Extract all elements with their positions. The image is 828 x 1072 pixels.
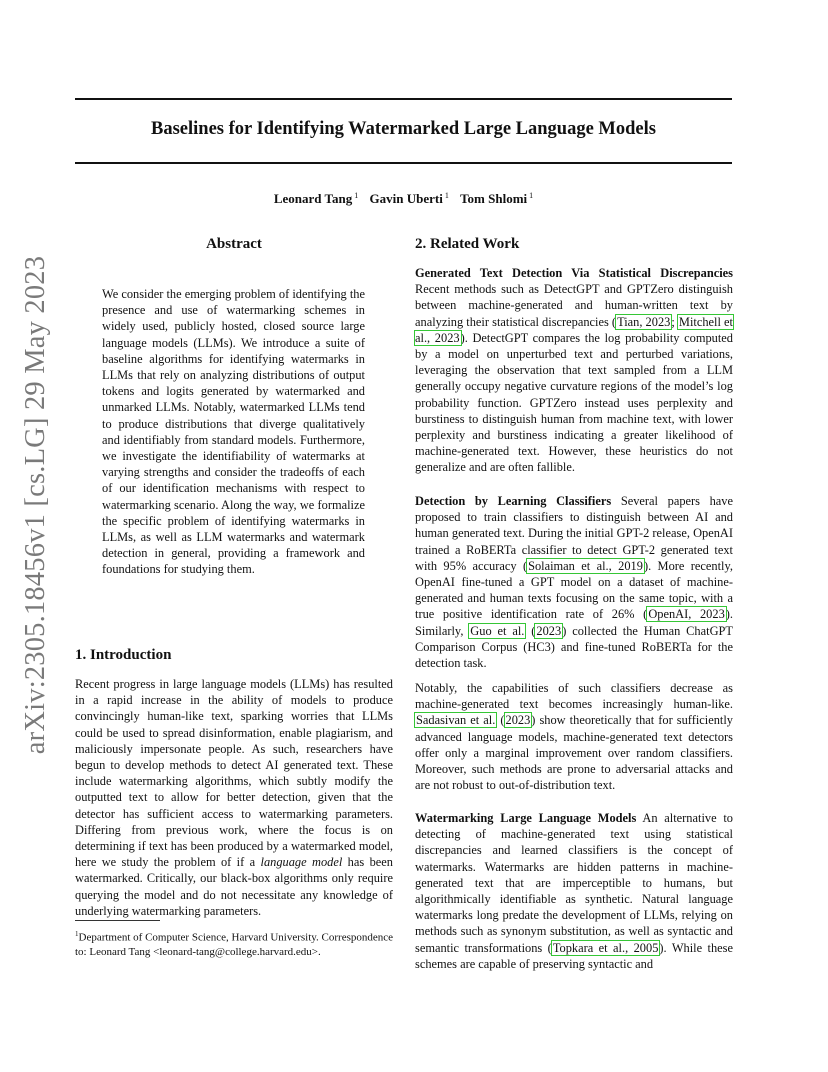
paragraph-heading: Watermarking Large Language Models xyxy=(415,811,637,825)
related-work-statistical-paragraph: Generated Text Detection Via Statistical Discrepancies Recent methods such as DetectGPT and GPTZero distinguish between machine-generated and human-written text by analyzing their statistical discrepancies (Tian, 2023; Mitchell et al., 2023). DetectGPT compares the log probability computed by a model on unperturbed text and perturbed variations, leveraging the observation that text sampled from a LLM generally occupy negative curvature regions of the model’s log probability function. GPTZero instead uses perplexity and burstiness to distinguish human from machine text, with lower perplexity and burstiness indicating a greater likelihood of machine-generated text. However, these heuristics do not generalize and are often fallible. xyxy=(415,266,733,475)
author: Gavin Uberti $^1$ xyxy=(369,191,449,207)
related-work-heading: 2. Related Work xyxy=(415,236,520,252)
citation-link[interactable]: Guo et al. xyxy=(470,623,525,638)
footnote-rule xyxy=(75,920,160,921)
arxiv-identifier-text: arXiv:2305.18456v1 [cs.LG] 29 May 2023 xyxy=(20,255,51,755)
author: Leonard Tang $^1$ xyxy=(273,191,359,207)
paragraph-heading: Generated Text Detection Via Statistical Discrepancies xyxy=(415,266,733,280)
related-work-limitations-paragraph: Notably, the capabilities of such classifiers decrease as machine-generated text becomes increasingly human-like. Sadasivan et al. (2023) show theoretically that for sufficiently advanced language models, machine-generated text detectors offer only a marginal improvement over random classifiers. Moreover, such methods are prone to adversarial attacks and are not robust to out-of-distribution text. xyxy=(415,681,733,793)
introduction-paragraph: Recent progress in large language models (LLMs) has resulted in a rapid increase in the ability of models to produce convincingly human-like text, sparking worries that LLMs could be used to spread disinformation, enable plagiarism, and maliciously impersonate people. As such, researchers have begun to develop methods to detect AI generated text. These include watermarking algorithms, which subtly modify the outputted text to allow for better detection, given that the detector has sufficient access to watermarking parameters. Differing from previous work, where the focus is on determining if text has been produced by a watermarked model, here we study the problem of if a language model has been watermarked. Critically, our black-box algorithms only require querying the model and do not necessitate any knowledge of underlying watermarking parameters. xyxy=(75,677,393,918)
title-rule-bottom xyxy=(75,162,732,164)
citation-link[interactable]: Tian, 2023 xyxy=(617,314,671,329)
citation-link[interactable]: Sadasivan et al. xyxy=(416,713,496,728)
citation-link[interactable]: Topkara et al., 2005 xyxy=(552,940,659,955)
related-work-classifiers-paragraph: Detection by Learning Classifiers Several papers have proposed to train classifiers to distinguish between AI and human generated text. During the initial GPT-2 release, OpenAI trained a RoBERTa classifier to detect GPT-2 generated text with 95% accuracy (Solaiman et al., 2019). More recently, OpenAI fine-tuned a GPT model on a dataset of machine-generated and human texts focusing on the same topic, with a true positive identification rate of 26% (OpenAI, 2023). Similarly, Guo et al. (2023) collected the Human ChatGPT Comparison Corpus (HC3) and fine-tuned RoBERTa for the detection task. xyxy=(415,494,734,671)
title-rule-top xyxy=(75,98,732,100)
author: Tom Shlomi $^1$ xyxy=(460,191,534,207)
citation-link[interactable]: Mitchell et al., 2023 xyxy=(415,314,733,345)
paper-title: Baselines for Identifying Watermarked Large Language Models xyxy=(151,119,656,139)
citation-link[interactable]: OpenAI, 2023 xyxy=(648,607,725,622)
introduction-heading: 1. Introduction xyxy=(75,647,172,663)
author-list xyxy=(75,191,732,207)
abstract-text: We consider the emerging problem of identifying the presence and use of watermarking schemes in widely used, publicly hosted, closed source large language models (LLMs). We introduce a suite of baseline algorithms for identifying watermarks in LLMs that rely on analyzing distributions of output tokens and logits generated by watermarked and unmarked LLMs. Notably, watermarked LLMs tend to produce distributions that diverge qualitatively and identifiably from standard models. Furthermore, we investigate the identifiability of watermarks at varying strengths and consider the tradeoffs of each of our identification mechanisms with respect to watermarking scenario. Along the way, we formalize the specific problem of identifying watermarks in LLMs, as well as LLM watermarks and watermark detection in general, providing a framework and foundations for studying them. xyxy=(102,287,365,577)
arxiv-identifier xyxy=(14,0,58,1072)
citation-link[interactable]: 2023 xyxy=(536,623,562,638)
citation-link[interactable]: 2023 xyxy=(505,713,531,728)
abstract-heading: Abstract xyxy=(206,236,262,252)
paragraph-heading: Detection by Learning Classifiers xyxy=(415,494,612,508)
related-work-watermarking-paragraph: Watermarking Large Language Models An alternative to detecting of machine-generated text using statistical discrepancies and learned classifiers is the concept of watermarks. Watermarks are hidden patterns in machine-generated text that are imperceptible to humans, but algorithmically identifiable as synthetic. Natural language watermarks long predate the development of LLMs, relying on methods such as synonym substitution, as well as syntactic and semantic transformations (Topkara et al., 2005). While these schemes are capable of preserving syntactic and xyxy=(415,811,733,971)
citation-link[interactable]: Solaiman et al., 2019 xyxy=(528,558,643,573)
affiliation-footnote: $^1$Department of Computer Science, Harvard University. Correspondence to: Leonard Tang <leonard-tang@college.harvard.edu>. xyxy=(75,930,394,959)
